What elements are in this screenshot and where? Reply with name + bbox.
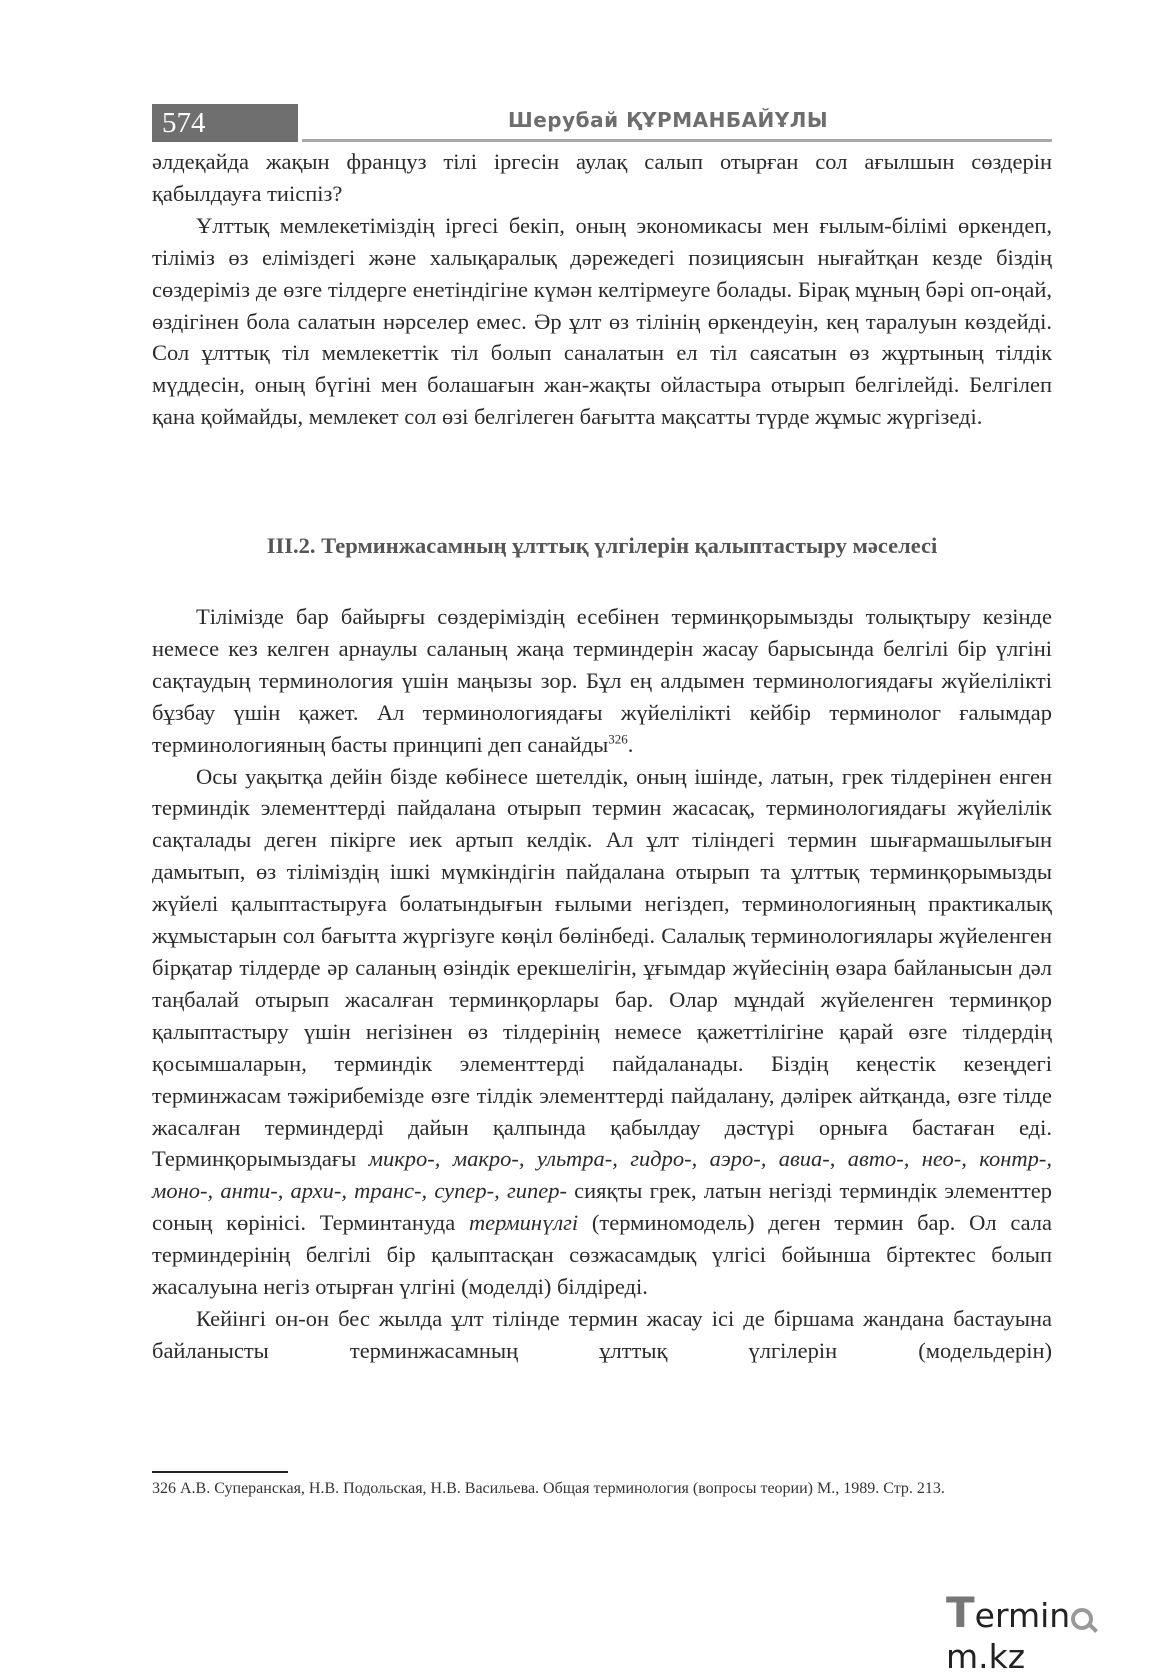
magnifier-icon bbox=[1071, 1608, 1093, 1630]
page-number: 574 bbox=[152, 104, 298, 142]
italic-term: терминүлгі bbox=[468, 1210, 579, 1236]
page-header bbox=[152, 104, 1052, 146]
running-head-author: Шерубай ҚҰРМАНБАЙҰЛЫ bbox=[508, 108, 829, 132]
paragraph-text: . bbox=[627, 731, 634, 757]
paragraph: Кейінгі он-он бес жылда ұлт тілінде термин жасау ісі де біршама жандана бастауына байланысты терминжасамның ұлттық үлгілерін (модельдерін) bbox=[152, 1305, 1052, 1363]
paragraph bbox=[152, 601, 1052, 761]
body-text-bottom bbox=[152, 601, 1052, 1367]
paragraph bbox=[152, 761, 1052, 1303]
paragraph-text: (терминомодель) деген термин бар. Ол сала терминдерінің белгілі бір қалыптасқан сөзжасамдық үлгісі бойынша біртектес болып жасалуына негіз отырған үлгіні (моделді) білдіреді. bbox=[152, 1210, 1052, 1300]
paragraph-text: Тілімізде бар байырғы сөздеріміздің есебінен терминқорымызды толықтыру кезінде немесе кез келген арнаулы саланың жаңа терминдерін жасау барысында белгілі бір үлгіні сақтаудың терминология үшін маңызы зор. Бұл ең алдымен терминологиядағы жүйелілікті бұзбау үшін қажет. Ал терминологиядағы жүйелілікті кейбір терминолог ғалымдар терминологияның басты принципі деп санайды bbox=[152, 604, 1052, 757]
paragraph-text: Осы уақытқа дейін бізде көбінесе шетелдік, оның ішінде, латын, грек тілдерінен енген терминдік элементтерді пайдалана отырып термин жасасақ, терминологиядағы жүйелілік сақталады деген пікірге иек артып келдік. Ал ұлт тіліндегі термин шығармашылығын дамытып, өз тіліміздің ішкі мүмкіндігін пайдалана отырып та ұлттық терминқорымызды жүйелі қалыптастыруға болатындығын ғылыми негіздеп, терминологияның практикалық жұмыстарын сол бағытта жүргізуге көңіл бөлінбеді. Салалық терминологиялары жүйеленген бірқатар тілдерде әр саланың өзіндік ерекшелігін, ұғымдар жүйесінің өзара байланысын дәл таңбалай отырып жасалған терминқорлары бар. Олар мұндай жүйеленген терминқор қалыптастыру үшін негізінен өз тілдерінің немесе қажеттілігіне қарай өзге тілдердің қосымшаларын, терминдік элементтерді пайдаланады. Біздің кеңестік кезеңдегі терминжасам тәжірибемізде өзге тілдік элементтерді пайдалану, дәлірек айтқанда, өзге тілде жасалған терминдерді дайын қалпында қабылдау дәстүрі орнығa бастаған еді. Терминқорымыздағы bbox=[152, 763, 1052, 1172]
paragraph-text: сияқты грек, латын негізді терминдік элементтер соның көрінісі. Терминтануда bbox=[152, 1178, 1052, 1236]
paragraph: әлдеқайда жақын француз тілі іргесін аулақ салып отырған сол ағылшын сөздерін қабылдауға тиіспіз? bbox=[152, 149, 1052, 206]
section-heading: III.2. Терминжасамның ұлттық үлгілерін қалыптастыру мәселесі bbox=[266, 533, 938, 558]
body-text-top bbox=[152, 146, 1052, 433]
logo-letter: T bbox=[946, 1588, 975, 1637]
logo-text: ermin bbox=[974, 1596, 1071, 1635]
termincom-logo bbox=[946, 1588, 1158, 1676]
italic-prefixes: микро-, макро-, ультра-, гидро-, аэро-, авиа-, авто-, нео-, контр-, моно-, анти-, архи-, транс-, супер-, гипер- bbox=[152, 1146, 1052, 1204]
logo-text: m.kz bbox=[946, 1637, 1026, 1676]
footnote: 326 А.В. Суперанская, Н.В. Подольская, Н.В. Васильева. Общая терминология (вопросы теории) М., 1989. Стр. 213. bbox=[152, 1480, 945, 1497]
paragraph: Ұлттық мемлекетіміздің іргесі бекіп, оның экономикасы мен ғылым-білімі өркендеп, тіліміз өз еліміздегі және халықаралық дәрежедегі позициясын нығайтқан кезде біздің сөздеріміз де өзге тілдерге енетіндігіне күмән келтірмеуге болады. Бірақ мұның бәрі оп-оңай, өздігінен бола салатын нәрселер емес. Әр ұлт өз тілінің өркендеуін, кең таралуын көздейді. Сол ұлттық тіл мемлекеттік тіл болып саналатын ел тіл саясатын өз жұртының тілдік мүддесін, оның бүгіні мен болашағын жан-жақты ойластыра отырып белгілейді. Белгілеп қана қоймайды, мемлекет сол өзі белгілеген бағытта мақсатты түрде жұмыс жүргізеді. bbox=[152, 212, 1052, 430]
footnote-ref: 326 bbox=[608, 731, 628, 747]
footnote-rule bbox=[152, 1471, 288, 1473]
header-rule bbox=[302, 139, 1052, 142]
